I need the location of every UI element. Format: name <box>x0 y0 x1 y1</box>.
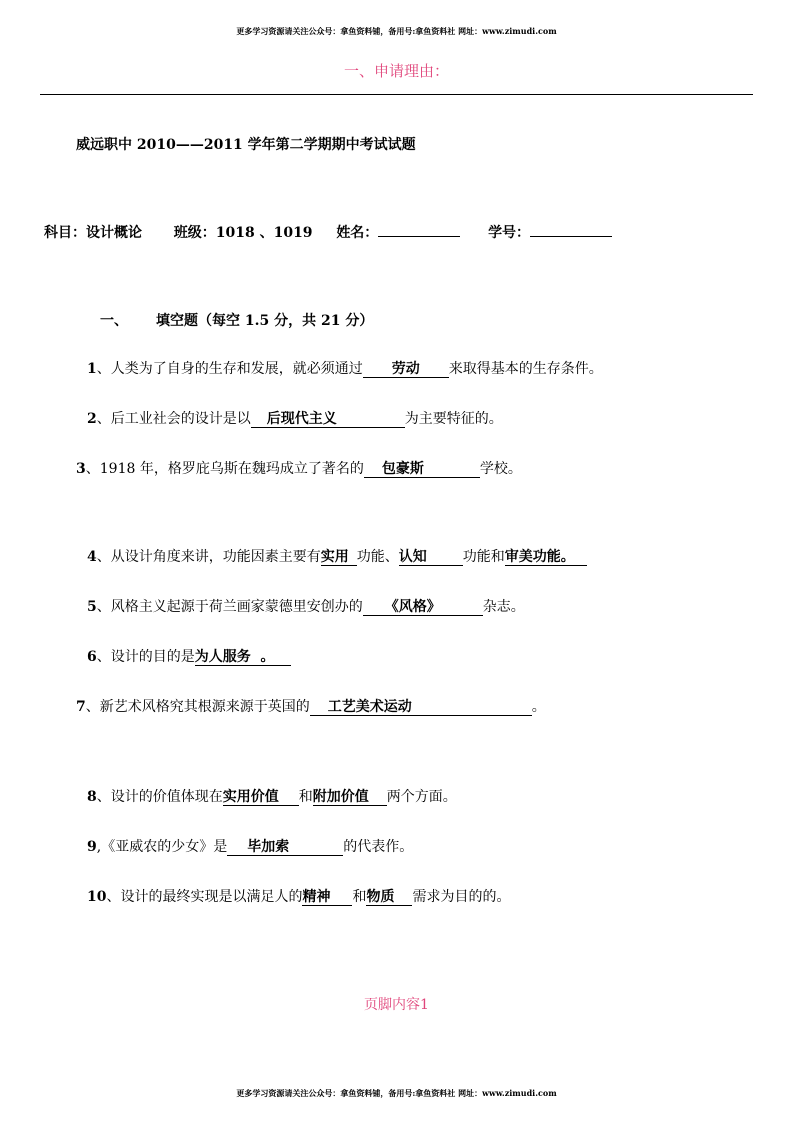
question-text-after: 。 <box>531 699 546 715</box>
question-separator: 、 <box>96 649 111 665</box>
page-footer: 页脚内容1 <box>364 997 429 1013</box>
question-text-mid: 和 <box>298 789 313 805</box>
answer-blank-2: 认知 <box>399 549 463 566</box>
answer-blank-1: 实用 <box>321 549 357 566</box>
answer-blank: 包豪斯 <box>364 461 480 478</box>
promo-footer: 更多学习资源请关注公众号：拿鱼资料铺，备用号:拿鱼资料社 网址：www.zimudi.com <box>236 1088 557 1098</box>
question-7 <box>76 696 546 716</box>
question-separator: 、 <box>85 699 100 715</box>
question-text: 设计的目的是 <box>110 649 195 665</box>
question-number: 10 <box>87 889 107 905</box>
exam-info-line <box>44 222 612 242</box>
student-id-label: 学号： <box>488 225 531 241</box>
answer-blank-2: 物质 <box>366 889 412 906</box>
question-separator: 、 <box>96 411 111 427</box>
question-text: 从设计角度来讲，功能因素主要有 <box>110 549 321 565</box>
answer-blank: 《风格》 <box>363 599 483 616</box>
question-9 <box>87 836 413 856</box>
question-number: 3 <box>76 461 86 477</box>
question-1 <box>87 358 603 378</box>
question-separator: 、 <box>96 549 111 565</box>
question-6 <box>87 646 291 666</box>
promo-header: 更多学习资源请关注公众号：拿鱼资料铺，备用号:拿鱼资料社 网址：www.zimudi.com <box>236 26 557 36</box>
question-number: 7 <box>76 699 86 715</box>
answer-blank-1: 实用价值 <box>223 789 299 806</box>
question-text: 后工业社会的设计是以 <box>110 411 251 427</box>
question-4 <box>87 546 587 566</box>
question-text-after: 杂志。 <box>482 599 525 615</box>
answer-blank: 为人服务 。 <box>195 649 291 666</box>
answer-blank: 后现代主义 <box>251 411 405 428</box>
section-header <box>100 310 373 330</box>
answer-blank-3: 审美功能。 <box>505 549 587 566</box>
question-8 <box>87 786 457 806</box>
question-text: 《亚威农的少女》是 <box>101 839 228 855</box>
question-text-after: 需求为目的的。 <box>412 889 511 905</box>
question-3 <box>76 458 522 478</box>
question-text-after: 学校。 <box>479 461 522 477</box>
name-label: 姓名： <box>336 225 379 241</box>
question-text-mid: 功能、 <box>356 549 399 565</box>
question-text: 风格主义起源于荷兰画家蒙德里安创办的 <box>110 599 363 615</box>
class-value: 1018 、1019 <box>215 225 313 241</box>
question-separator: , <box>96 839 102 855</box>
question-separator: 、 <box>96 599 111 615</box>
class-label: 班级： <box>173 225 216 241</box>
question-text-after: 的代表作。 <box>343 839 414 855</box>
answer-blank: 工艺美术运动 <box>310 699 532 716</box>
question-text-mid: 和 <box>352 889 367 905</box>
question-number: 9 <box>87 839 97 855</box>
question-separator: 、 <box>96 361 111 377</box>
question-number: 4 <box>87 549 97 565</box>
question-text: 人类为了自身的生存和发展，就必须通过 <box>110 361 363 377</box>
question-separator: 、 <box>106 889 121 905</box>
question-number: 5 <box>87 599 97 615</box>
question-separator: 、 <box>85 461 100 477</box>
question-text: 设计的最终实现是以满足人的 <box>120 889 303 905</box>
section-number: 一、 <box>100 313 128 329</box>
answer-blank: 毕加索 <box>227 839 343 856</box>
question-text-after: 为主要特征的。 <box>404 411 503 427</box>
answer-blank: 劳动 <box>363 361 449 378</box>
section-title: 填空题（每空 1.5 分，共 21 分） <box>156 313 374 329</box>
student-id-blank[interactable] <box>530 222 612 237</box>
question-text-mid: 功能和 <box>462 549 505 565</box>
question-separator: 、 <box>96 789 111 805</box>
name-blank[interactable] <box>378 222 460 237</box>
question-number: 2 <box>87 411 97 427</box>
question-number: 6 <box>87 649 97 665</box>
answer-blank-2: 附加价值 <box>313 789 387 806</box>
question-10 <box>87 886 510 906</box>
question-5 <box>87 596 525 616</box>
section-heading: 一、申请理由： <box>343 62 449 80</box>
question-text-after: 来取得基本的生存条件。 <box>448 361 603 377</box>
answer-blank-1: 精神 <box>302 889 352 906</box>
subject-label: 科目： <box>44 225 86 241</box>
subject-value: 设计概论 <box>86 225 142 241</box>
question-number: 1 <box>87 361 97 377</box>
question-2 <box>87 408 503 428</box>
question-number: 8 <box>87 789 97 805</box>
question-text-after: 两个方面。 <box>386 789 457 805</box>
question-text: 设计的价值体现在 <box>110 789 223 805</box>
header-rule <box>40 94 753 95</box>
exam-title: 威远职中 2010——2011 学年第二学期期中考试试题 <box>76 137 416 153</box>
question-text: 1918 年，格罗庇乌斯在魏玛成立了著名的 <box>99 461 364 477</box>
question-text: 新艺术风格究其根源来源于英国的 <box>99 699 310 715</box>
